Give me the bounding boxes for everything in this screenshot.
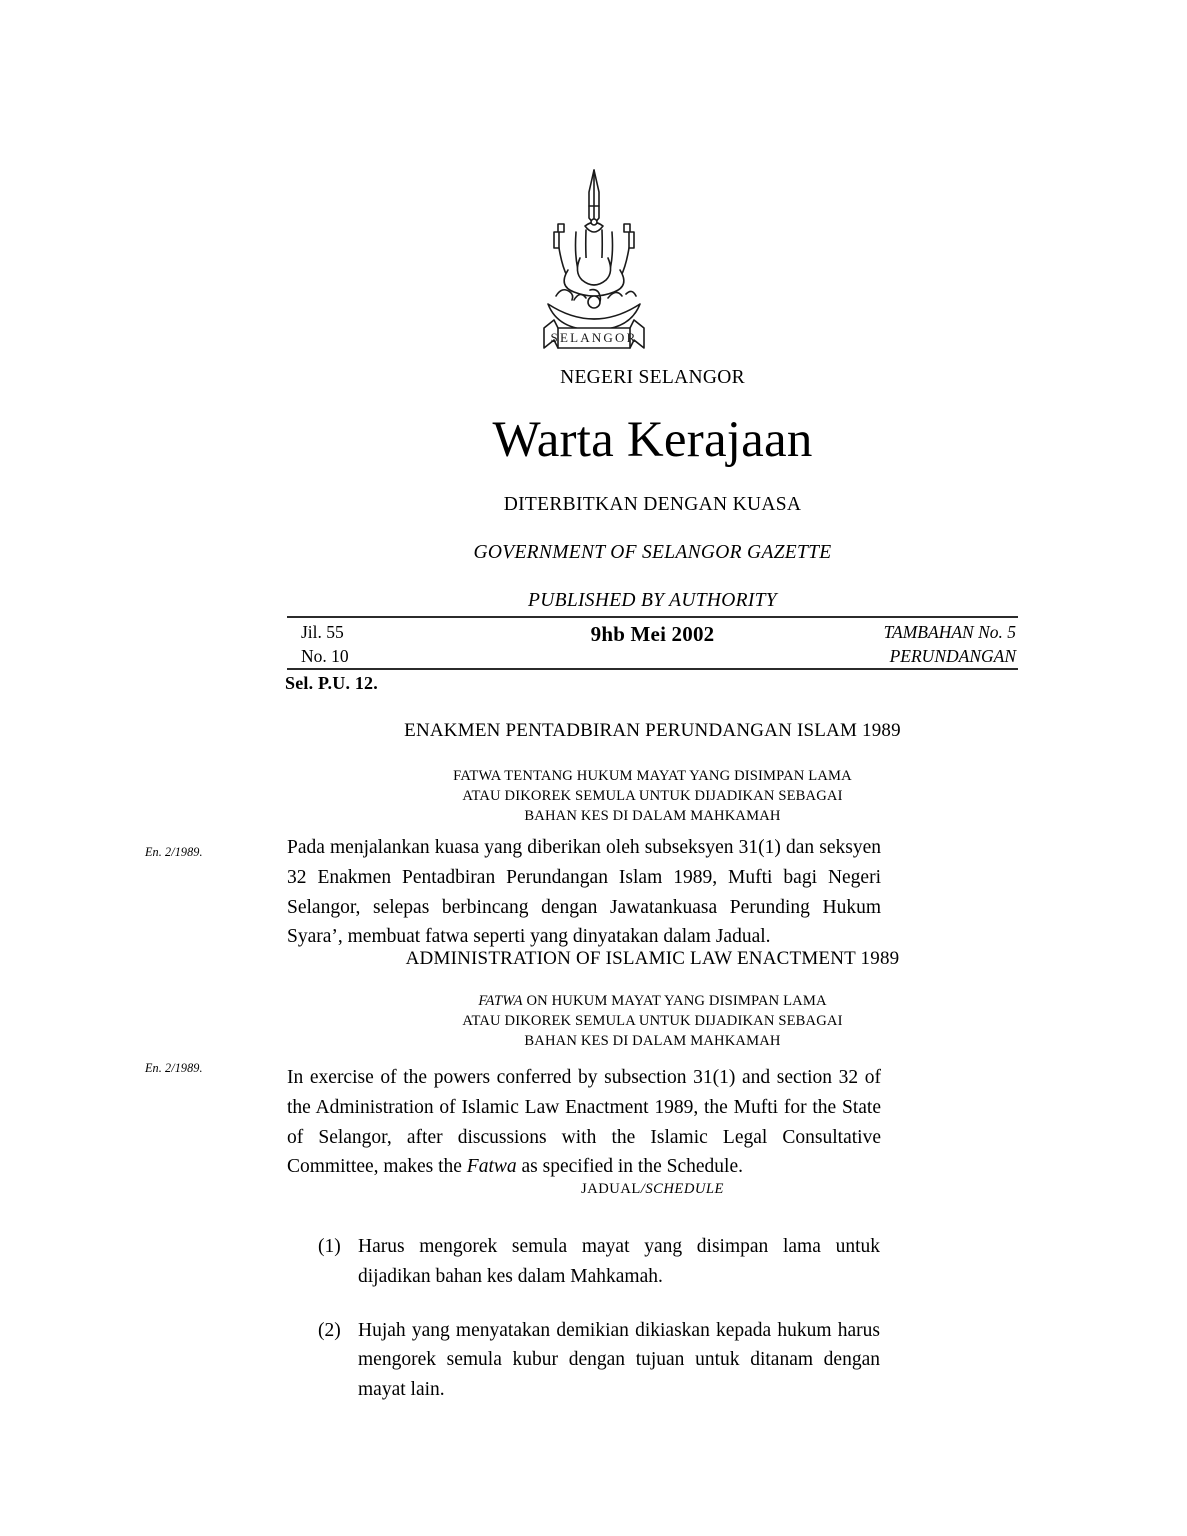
fatwa-title-ms-line-1: FATWA TENTANG HUKUM MAYAT YANG DISIMPAN LAMA xyxy=(453,768,852,784)
masthead-authority: PUBLISHED BY AUTHORITY xyxy=(528,590,777,612)
issue-rule-top xyxy=(287,616,1018,618)
body-paragraph-en-italic: Fatwa xyxy=(466,1156,517,1178)
issue-supplement-type: PERUNDANGAN xyxy=(889,646,1016,667)
act-title-ms: ENAKMEN PENTADBIRAN PERUNDANGAN ISLAM 1989 xyxy=(404,720,901,741)
selangor-coat-of-arms-icon xyxy=(518,162,670,358)
issue-supplement-block xyxy=(884,620,1016,668)
schedule-item-number: (2) xyxy=(318,1319,341,1341)
margin-note-ms: En. 2/1989. xyxy=(145,845,203,859)
schedule-item xyxy=(318,1232,880,1292)
issue-number: No. 10 xyxy=(301,646,349,667)
body-paragraph-ms: Pada menjalankan kuasa yang diberikan oleh subseksyen 31(1) dan seksyen 32 Enakmen Pentadbiran Perundangan Islam 1989, Mufti bagi Negeri Selangor, selepas berbincang dengan Jawatankuasa Perunding Hukum Syara’, membuat fatwa seperti yang dinyatakan dalam Jadual. xyxy=(287,837,881,948)
gazette-title: Warta Kerajaan xyxy=(492,412,813,469)
schedule-item-text: Hujah yang menyatakan demikian dikiaskan kepada hukum harus mengorek semula kubur dengan tujuan untuk ditanam dengan mayat lain. xyxy=(358,1319,880,1401)
fatwa-title-ms-line-2: ATAU DIKOREK SEMULA UNTUK DIJADIKAN SEBAGAI xyxy=(462,788,843,805)
schedule-item-text: Harus mengorek semula mayat yang disimpan lama untuk dijadikan bahan kes dalam Mahkamah. xyxy=(358,1236,880,1287)
fatwa-title-en-line-1-rest: ON HUKUM MAYAT YANG DISIMPAN LAMA xyxy=(522,993,827,1009)
issue-date: 9hb Mei 2002 xyxy=(590,622,715,646)
issue-supplement: TAMBAHAN No. 5 xyxy=(883,622,1016,642)
emblem-container xyxy=(0,162,1187,358)
schedule-list xyxy=(318,1232,880,1429)
issue-band xyxy=(287,620,1018,668)
body-paragraph-en-part2: as specified in the Schedule. xyxy=(516,1156,743,1178)
schedule-heading-en: /SCHEDULE xyxy=(640,1181,724,1197)
fatwa-title-ms xyxy=(287,766,1018,826)
issue-rule-bottom xyxy=(287,668,1018,670)
schedule-item xyxy=(318,1316,880,1405)
act-title-en: ADMINISTRATION OF ISLAMIC LAW ENACTMENT 1989 xyxy=(405,948,900,969)
emblem-banner-text: SELANGOR xyxy=(550,330,637,345)
schedule-heading xyxy=(287,1181,1018,1198)
masthead xyxy=(287,366,1018,612)
state-name: NEGERI SELANGOR xyxy=(560,367,745,388)
masthead-subtitle-en: GOVERNMENT OF SELANGOR GAZETTE xyxy=(473,542,832,564)
pu-number: Sel. P.U. 12. xyxy=(285,673,378,693)
margin-note-en: En. 2/1989. xyxy=(145,1061,203,1075)
schedule-item-number: (1) xyxy=(318,1236,341,1257)
masthead-subtitle-ms: DITERBITKAN DENGAN KUASA xyxy=(503,494,802,516)
fatwa-title-en-lead: FATWA xyxy=(478,993,523,1009)
fatwa-title-ms-line-3: BAHAN KES DI DALAM MAHKAMAH xyxy=(524,808,781,825)
issue-volume: Jil. 55 xyxy=(301,622,344,642)
fatwa-title-en-line-2: ATAU DIKOREK SEMULA UNTUK DIJADIKAN SEBAGAI xyxy=(462,1013,843,1030)
body-paragraph-en-part1: In exercise of the powers conferred by subsection 31(1) and section 32 of the Administration of Islamic Law Enactment 1989, the Mufti for the State of Selangor, after discussions with the Islamic Legal Consultative Committee, makes the xyxy=(287,1067,881,1178)
fatwa-title-en xyxy=(287,991,1018,1051)
fatwa-title-en-line-1 xyxy=(287,991,1018,1011)
body-paragraph-en xyxy=(287,1063,881,1182)
fatwa-title-en-line-3: BAHAN KES DI DALAM MAHKAMAH xyxy=(524,1033,781,1050)
schedule-heading-ms: JADUAL xyxy=(581,1181,641,1197)
